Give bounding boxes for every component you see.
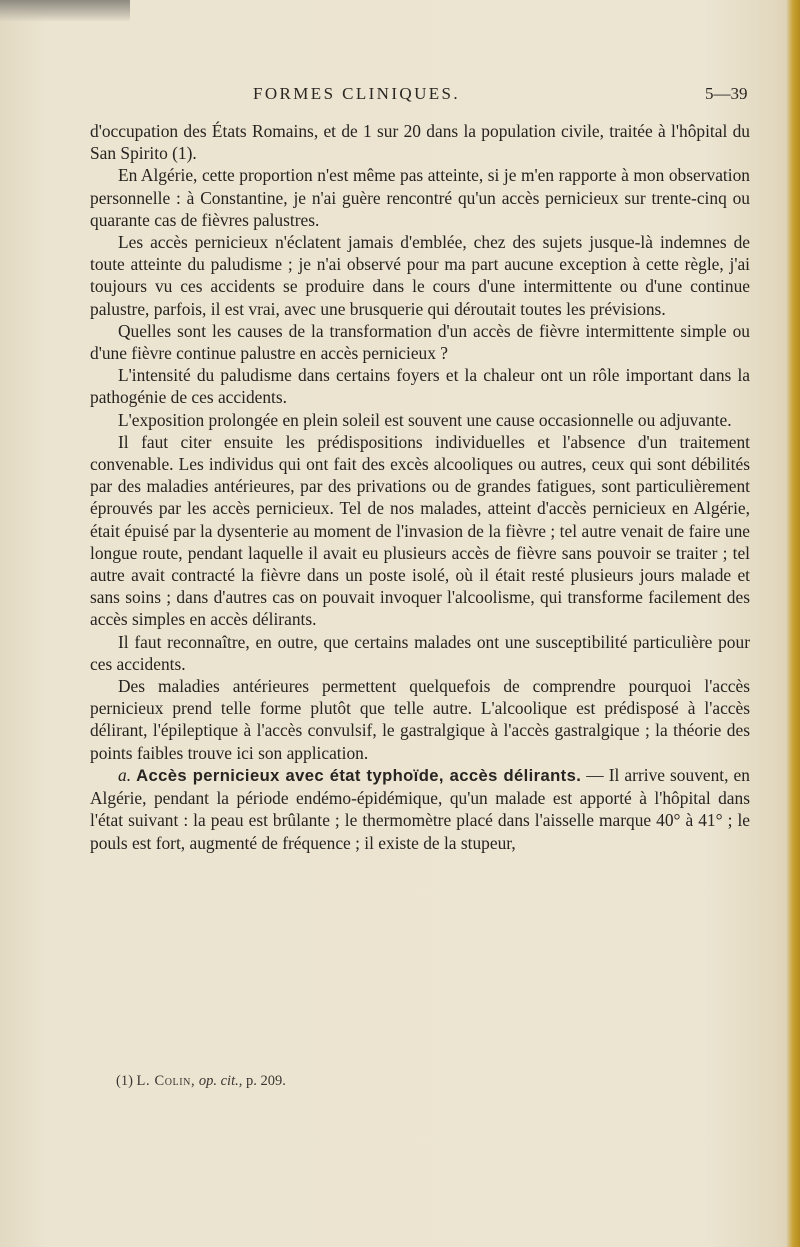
scan-edge-right [786,0,800,1247]
section-dash: — [581,764,604,785]
running-title: FORMES CLINIQUES. [253,84,461,103]
section-paragraph [90,764,750,854]
footnote-reference: op. cit., [198,1073,243,1089]
paragraph: d'occupation des États Romains, et de 1 sur 20 dans la population civile, traitée à l'hôpital du San Spirito (1). [90,121,750,164]
footnote-number: (1) [116,1073,133,1089]
paragraph: Il faut citer ensuite les prédispositions individuelles et l'absence d'un traitement convenable. Les individus qui ont fait des excès alcooliques ou autres, ceux qui sont débilités par des maladies antérieures, par des privations ou de grandes fatigues, sont particulièrement éprouvés par les accès pernicieux. Tel de nos malades, atteint d'accès pernicieux en Algérie, était épuisé par la dysenterie au moment de l'invasion de la fièvre ; tel autre venait de faire une longue route, pendant laquelle il avait eu plusieurs accès de fièvre sans pouvoir se traiter ; tel autre avait contracté la fièvre dans un poste isolé, où il était resté plusieurs jours malade et sans soins ; dans d'autres cas on pouvait invoquer l'alcoolisme, qui transforme facilement des accès simples en accès délirants. [90,431,750,630]
paragraph: Quelles sont les causes de la transformation d'un accès de fièvre intermittente simple ou d'une fièvre continue palustre en accès pernicieux ? [90,320,750,364]
section-marker: a. [118,764,132,785]
footnote [116,1073,286,1090]
section-text: Il arrive souvent, en Algérie, pendant la période endémo-épidémique, qu'un malade est apporté à l'hôpital dans l'état suivant : la peau est brûlante ; le thermomètre placé dans l'aisselle marque 40° à 41° ; le pouls est fort, augmenté de fréquence ; il existe de la stupeur, [90,764,750,853]
page-number: 5—39 [705,84,748,103]
scan-edge-top [0,0,130,22]
section-heading: Accès pernicieux avec état typhoïde, accès délirants. [136,765,582,785]
paragraph: L'intensité du paludisme dans certains foyers et la chaleur ont un rôle important dans la pathogénie de ces accidents. [90,365,750,408]
running-header [0,84,800,110]
footnote-author: L. Colin, [136,1073,196,1089]
paragraph: L'exposition prolongée en plein soleil est souvent une cause occasionnelle ou adjuvante. [118,409,732,430]
footnote-page: p. 209. [245,1073,286,1089]
paragraph: Les accès pernicieux n'éclatent jamais d'emblée, chez des sujets jusque-là indemnes de toute atteinte du paludisme ; je n'ai observé pour ma part aucune exception à cette règle, j'ai toujours vu ces accidents se produire dans le cours d'une intermittente ou d'une continue palustre, parfois, il est vrai, avec une brusquerie qui déroutait toutes les prévisions. [90,232,750,319]
paragraph: Il faut reconnaître, en outre, que certains malades ont une susceptibilité particulière pour ces accidents. [90,631,750,674]
paragraph: En Algérie, cette proportion n'est même pas atteinte, si je m'en rapporte à mon observation personnelle : à Constantine, je n'ai guère rencontré qu'un accès pernicieux sur trente-cinq ou quarante cas de fièvres palustres. [90,165,750,230]
paragraph: Des maladies antérieures permettent quelquefois de comprendre pourquoi l'accès pernicieux prend telle forme plutôt que telle autre. L'alcoolique est prédisposé à l'accès délirant, l'épileptique à l'accès convulsif, le gastralgique à l'accès gastralgique ; la théorie des points faibles trouve ici son application. [90,676,750,763]
body-text [90,120,750,854]
